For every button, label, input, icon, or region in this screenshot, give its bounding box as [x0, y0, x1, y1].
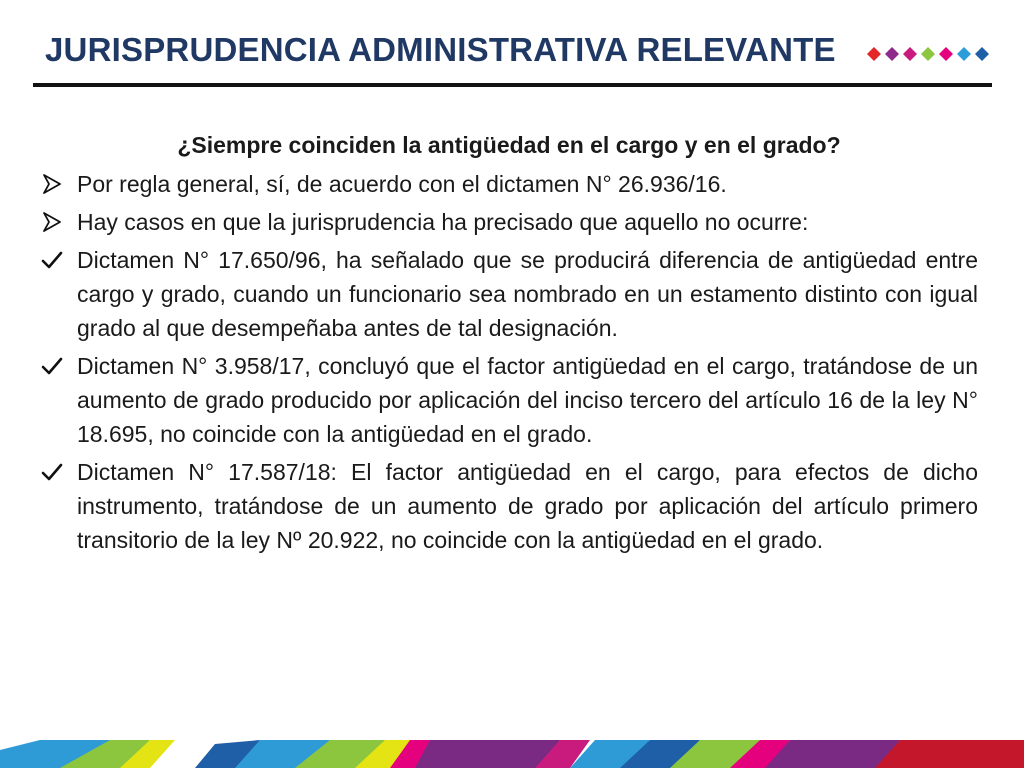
- diamond-5: [939, 47, 953, 61]
- question-heading: ¿Siempre coinciden la antigüedad en el cargo y en el grado?: [177, 132, 841, 158]
- list-item: [40, 167, 978, 201]
- arrow-bullet-icon: [40, 210, 64, 234]
- diamond-4: [921, 47, 935, 61]
- list-item: [40, 349, 978, 451]
- arrow-bullet-icon: [40, 172, 64, 196]
- bullet-list: [40, 167, 978, 557]
- decorative-footer-strip: [0, 740, 1024, 768]
- diamond-6: [957, 47, 971, 61]
- list-item-text: Dictamen N° 17.650/96, ha señalado que se producirá diferencia de antigüedad entre cargo y grado, cuando un funcionario sea nombrado en un estamento distinto con igual grado al que desempeñaba antes de tal designación.: [77, 247, 978, 341]
- checkmark-bullet-icon: [40, 248, 64, 272]
- list-item-text: Hay casos en que la jurisprudencia ha precisado que aquello no ocurre:: [77, 209, 809, 235]
- slide-title: JURISPRUDENCIA ADMINISTRATIVA RELEVANTE: [45, 31, 836, 68]
- list-item: [40, 455, 978, 557]
- decorative-diamonds: [866, 46, 994, 62]
- checkmark-bullet-icon: [40, 460, 64, 484]
- slide-content: [40, 128, 978, 561]
- diamond-1: [867, 47, 881, 61]
- title-underline: [33, 83, 992, 87]
- list-item: [40, 243, 978, 345]
- list-item: [40, 205, 978, 239]
- list-item-text: Dictamen N° 3.958/17, concluyó que el factor antigüedad en el cargo, tratándose de un aumento de grado producido por aplicación del inciso tercero del artículo 16 de la ley N° 18.695, no coincide con la antigüedad en el grado.: [77, 353, 978, 447]
- list-item-text: Por regla general, sí, de acuerdo con el dictamen N° 26.936/16.: [77, 171, 727, 197]
- diamond-3: [903, 47, 917, 61]
- diamond-2: [885, 47, 899, 61]
- checkmark-bullet-icon: [40, 354, 64, 378]
- list-item-text: Dictamen N° 17.587/18: El factor antigüedad en el cargo, para efectos de dicho instrumento, tratándose de un aumento de grado por aplicación del artículo primero transitorio de la ley Nº 20.922, no coincide con la antigüedad en el grado.: [77, 459, 978, 553]
- diamond-7: [975, 47, 989, 61]
